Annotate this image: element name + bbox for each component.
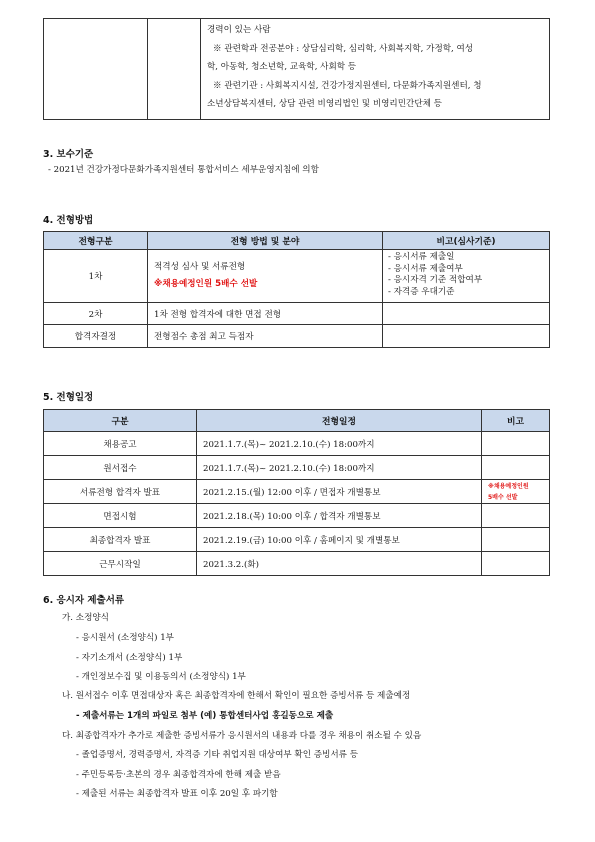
criteria-item: - 응시서류 제출일 xyxy=(388,252,455,262)
qualification-cell xyxy=(201,19,550,120)
stage-cell: 1차 xyxy=(44,250,148,303)
subsection-ga: 가. 소정양식 xyxy=(62,613,109,623)
remark-line: ※채용예정인원 xyxy=(488,482,529,490)
section-heading: 3. 보수기준 xyxy=(43,149,94,160)
qualification-line: ※ 관련기관 : 사회복지시설, 건강가정지원센터, 다문화가족지원센터, 청 xyxy=(213,80,482,91)
method-cell: 1차 전형 합격자에 대한 면접 전형 xyxy=(148,303,383,325)
column-header: 구분 xyxy=(44,410,197,432)
stage-cell: 합격자결정 xyxy=(44,325,148,348)
empty-cell xyxy=(383,325,550,348)
schedule-value: 2021.2.18.(목) 10:00 이후 / 합격자 개별통보 xyxy=(197,504,482,528)
selection-method-table xyxy=(43,231,550,348)
empty-cell xyxy=(383,303,550,325)
schedule-label: 면접시험 xyxy=(44,504,197,528)
remark-cell xyxy=(482,480,550,504)
document-item: - 응시원서 (소정양식) 1부 xyxy=(76,633,174,643)
schedule-label: 서류전형 합격자 발표 xyxy=(44,480,197,504)
schedule-value: 2021.1.7.(목)~ 2021.2.10.(수) 18:00까지 xyxy=(197,456,482,480)
qualification-line: 경력이 있는 사람 xyxy=(207,25,271,35)
section-heading: 6. 응시자 제출서류 xyxy=(43,595,125,606)
qualification-line: ※ 관련학과 전공분야 : 상담심리학, 심리학, 사회복지학, 가정학, 여성 xyxy=(213,43,474,54)
criteria-item: - 응시자격 기준 적합여부 xyxy=(388,275,483,285)
highlight-text: ※채용예정인원 5배수 선발 xyxy=(154,279,258,289)
column-header: 비고 xyxy=(482,410,550,432)
qualification-line: 학, 아동학, 청소년학, 교육학, 사회학 등 xyxy=(207,62,357,72)
schedule-label: 근무시작일 xyxy=(44,552,197,576)
document-item: - 졸업증명서, 경력증명서, 자격증 기타 취업지원 대상여부 확인 증빙서류 등 xyxy=(76,750,359,760)
schedule-label: 최종합격자 발표 xyxy=(44,528,197,552)
stage-cell: 2차 xyxy=(44,303,148,325)
qualification-line: 소년상담복지센터, 상담 관련 비영리법인 및 비영리민간단체 등 xyxy=(207,99,442,109)
empty-cell xyxy=(482,456,550,480)
empty-cell xyxy=(148,19,201,120)
column-header: 전형일정 xyxy=(197,410,482,432)
section-heading: 4. 전형방법 xyxy=(43,215,94,226)
subsection-da: 다. 최종합격자가 추가로 제출한 증빙서류가 응시원서의 내용과 다를 경우 채용이 취소될 수 있음 xyxy=(62,731,422,741)
document-item: - 개인정보수집 및 이용동의서 (소정양식) 1부 xyxy=(76,672,246,682)
method-cell: 전형점수 총점 최고 득점자 xyxy=(148,325,383,348)
pay-standard-text: - 2021년 건강가정다문화가족지원센터 통합서비스 세부운영지침에 의함 xyxy=(48,165,319,175)
schedule-value: 2021.3.2.(화) xyxy=(197,552,482,576)
method-cell xyxy=(148,250,383,303)
column-header: 전형 방법 및 분야 xyxy=(148,232,383,250)
criteria-item: - 응시서류 제출여부 xyxy=(388,263,463,274)
document-item: - 주민등록등·초본의 경우 최종합격자에 한해 제출 받음 xyxy=(76,770,281,780)
empty-cell xyxy=(482,552,550,576)
criteria-item: - 자격증 우대기준 xyxy=(388,286,455,297)
schedule-label: 채용공고 xyxy=(44,432,197,456)
column-header: 비고(심사기준) xyxy=(383,232,550,250)
submission-notice: - 제출서류는 1개의 파일로 첨부 (예) 통합센터사업 홍길동으로 제출 xyxy=(76,711,334,721)
schedule-value: 2021.2.19.(금) 10:00 이후 / 홈페이지 및 개별통보 xyxy=(197,528,482,552)
schedule-table xyxy=(43,409,550,576)
column-header: 전형구분 xyxy=(44,232,148,250)
subsection-na: 나. 원서접수 이후 면접대상자 혹은 최종합격자에 한해서 확인이 필요한 증빙서류 등 제출예정 xyxy=(62,691,411,701)
remark-line: 5배수 선발 xyxy=(488,493,518,501)
empty-cell xyxy=(482,504,550,528)
schedule-value: 2021.1.7.(목)~ 2021.2.10.(수) 18:00까지 xyxy=(197,432,482,456)
document-item: - 제출된 서류는 최종합격자 발표 이후 20일 후 파기함 xyxy=(76,789,278,799)
schedule-value: 2021.2.15.(월) 12:00 이후 / 면접자 개별통보 xyxy=(197,480,482,504)
section-heading: 5. 전형일정 xyxy=(43,392,94,403)
qualification-table xyxy=(43,18,550,120)
schedule-label: 원서접수 xyxy=(44,456,197,480)
empty-cell xyxy=(482,432,550,456)
method-text: 적격성 심사 및 서류전형 xyxy=(154,262,246,272)
empty-cell xyxy=(44,19,148,120)
criteria-cell xyxy=(383,250,550,303)
empty-cell xyxy=(482,528,550,552)
document-item: - 자기소개서 (소정양식) 1부 xyxy=(76,653,183,663)
